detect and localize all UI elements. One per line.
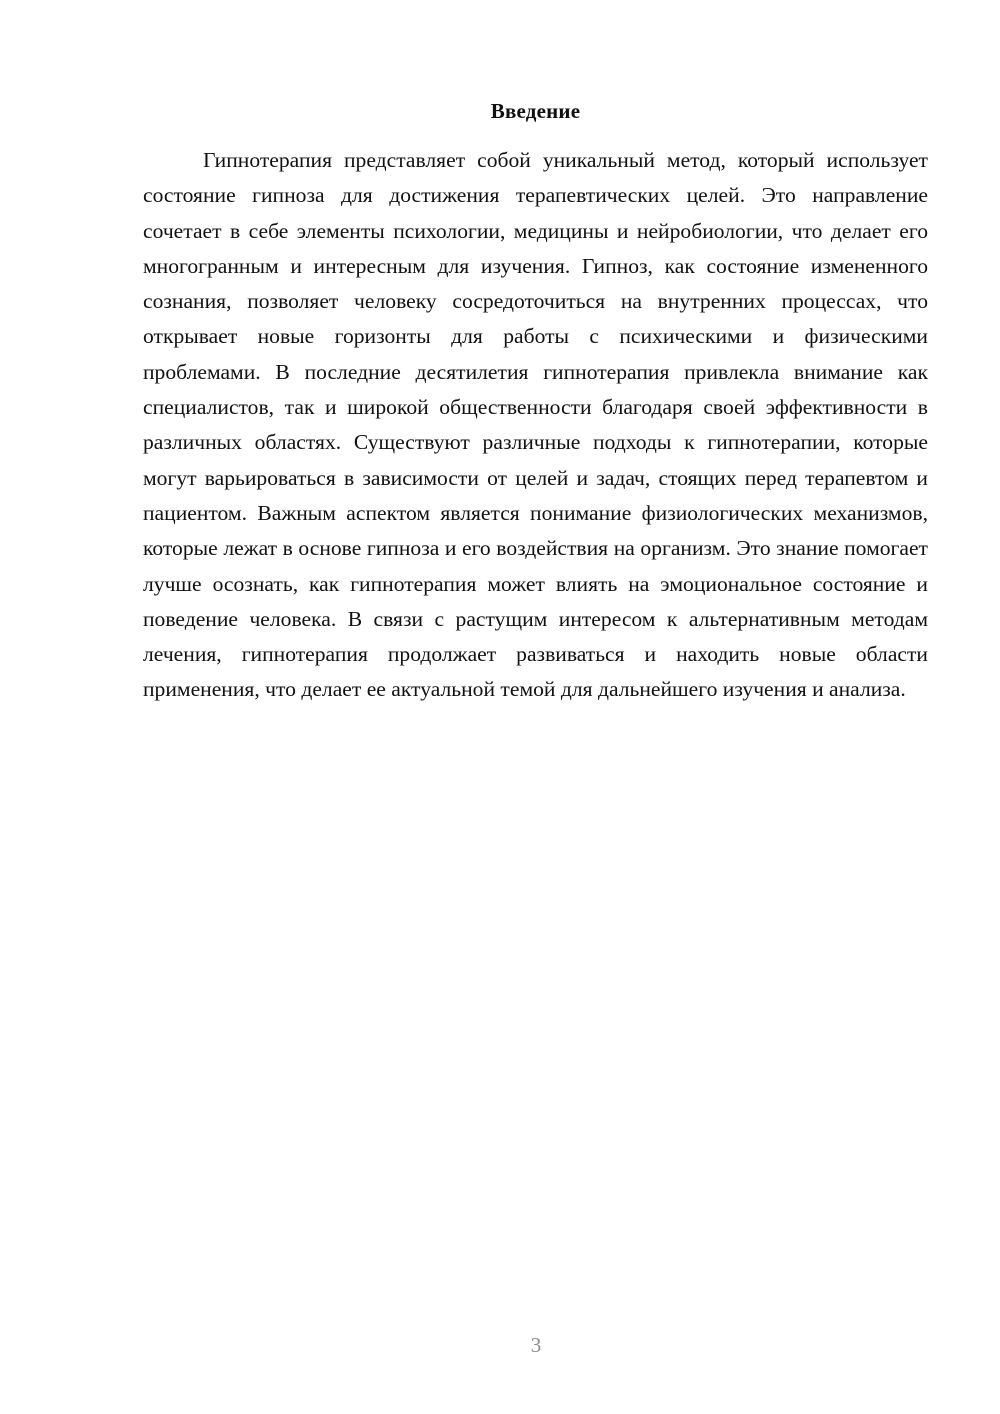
section-title: Введение <box>490 99 581 123</box>
page-number: 3 <box>530 1333 542 1357</box>
body-paragraph: Гипнотерапия представляет собой уникальный метод, который использует состояние гипноза для достижения терапевтических целей. Это направление сочетает в себе элементы психологии, медицины и нейробиологии, что делает его многогранным и интересным для изучения. Гипноз, как состояние измененного сознания, позволяет человеку сосредоточиться на внутренних процессах, что открывает новые горизонты для работы с психическими и физическими проблемами. В последние десятилетия гипнотерапия привлекла внимание как специалистов, так и широкой общественности благодаря своей эффективности в различных областях. Существуют различные подходы к гипнотерапии, которые могут варьироваться в зависимости от целей и задач, стоящих перед терапевтом и пациентом. Важным аспектом является понимание физиологических механизмов, которые лежат в основе гипноза и его воздействия на организм. Это знание помогает лучше осознать, как гипнотерапия может влиять на эмоциональное состояние и поведение человека. В связи с растущим интересом к альтернативным методам лечения, гипнотерапия продолжает развиваться и находить новые области применения, что делает ее актуальной темой для дальнейшего изучения и анализа. <box>143 148 928 702</box>
